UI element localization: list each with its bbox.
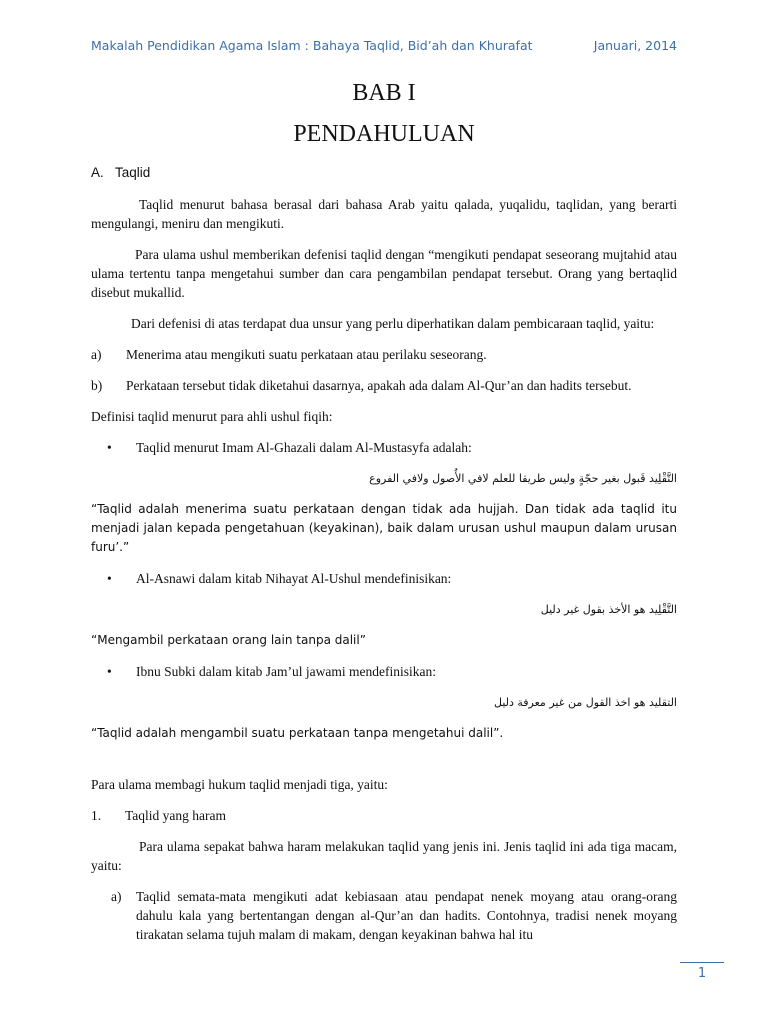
list-marker: b) (91, 378, 103, 393)
translation-quote: “Taqlid adalah menerima suatu perkataan dengan tidak ada hujjah. Dan tidak ada taqlid itu menjadi jalan kepada pengetahuan (keyakinan), baik dalam urusan ushul maupun dalam urusan furu’.” (91, 502, 677, 554)
paragraph: Para ulama ushul memberikan defenisi taqlid dengan “mengikuti pendapat seseorang mujtahid atau ulama tertentu tanpa mengetahui sumber dan cara pengambilan pendapat tersebut. Orang yang bertaqlid disebut mukallid. (91, 247, 677, 300)
header-date: Januari, 2014 (593, 38, 677, 53)
sub-list-item (111, 887, 677, 944)
section-title: Taqlid (115, 165, 151, 180)
list-text: Taqlid semata-mata mengikuti adat kebiasaan atau pendapat nenek moyang atau orang-orang dahulu kala yang bertentangan dengan al-Qur’an dan hadits. Contohnya, tradisi nenek moyang tirakatan selama tujuh malam di makam, dengan keyakinan bahwa hal itu (136, 889, 677, 942)
section-marker: A. (91, 165, 104, 180)
translation-quote: “Taqlid adalah mengambil suatu perkataan tanpa mengetahui dalil”. (91, 726, 504, 740)
list-marker: a) (111, 889, 122, 904)
arabic-text: التَّقْلِيد هو الأخذ بقول غير دليل (540, 603, 677, 616)
bullet-item (107, 438, 677, 457)
spacer (91, 755, 677, 775)
footer-divider (680, 962, 724, 963)
document-body (91, 195, 677, 956)
page-number: 1 (697, 966, 707, 981)
paragraph: Para ulama sepakat bahwa haram melakukan taqlid yang jenis ini. Jenis taqlid ini ada tiga macam, yaitu: (91, 839, 677, 873)
header-title: Makalah Pendidikan Agama Islam : Bahaya Taqlid, Bid’ah dan Khurafat (91, 38, 533, 53)
list-text: Menerima atau mengikuti suatu perkataan atau perilaku seseorang. (126, 347, 487, 362)
bullet-icon: • (107, 664, 112, 679)
chapter-number: BAB I (352, 80, 416, 106)
numbered-text: Taqlid yang haram (125, 808, 227, 823)
page-header (91, 38, 677, 53)
list-text: Perkataan tersebut tidak diketahui dasarnya, apakah ada dalam Al-Qur’an dan hadits tersebut. (126, 378, 632, 393)
bullet-text: Ibnu Subki dalam kitab Jam’ul jawami mendefinisikan: (136, 664, 436, 679)
bullet-item (107, 569, 677, 588)
bullet-icon: • (107, 440, 112, 455)
list-item (91, 345, 677, 364)
number-marker: 1. (91, 808, 102, 823)
paragraph: Definisi taqlid menurut para ahli ushul fiqih: (91, 409, 333, 424)
paragraph: Dari defenisi di atas terdapat dua unsur yang perlu diperhatikan dalam pembicaraan taqlid, yaitu: (131, 316, 655, 331)
translation-quote: “Mengambil perkataan orang lain tanpa dalil” (91, 633, 366, 647)
paragraph: Taqlid menurut bahasa berasal dari bahasa Arab yaitu qalada, yuqalidu, taqlidan, yang berarti mengulangi, meniru dan mengikuti. (91, 197, 677, 231)
list-item (91, 376, 677, 395)
bullet-icon: • (107, 571, 112, 586)
bullet-text: Taqlid menurut Imam Al-Ghazali dalam Al-Mustasyfa adalah: (136, 440, 472, 455)
chapter-title: PENDAHULUAN (293, 121, 475, 147)
list-marker: a) (91, 347, 102, 362)
arabic-text: التقليد هو اخذ القول من غير معرفة دليل (494, 696, 677, 709)
bullet-text: Al-Asnawi dalam kitab Nihayat Al-Ushul mendefinisikan: (136, 571, 452, 586)
section-heading (91, 165, 150, 180)
arabic-text: التَّقْلِيد قَبول بغير حجّةٍ وليس طريقا للعلم لافي الأُصول ولافي الفروع (369, 472, 677, 485)
paragraph: Para ulama membagi hukum taqlid menjadi tiga, yaitu: (91, 777, 388, 792)
bullet-item (107, 662, 677, 681)
numbered-item (91, 806, 677, 825)
